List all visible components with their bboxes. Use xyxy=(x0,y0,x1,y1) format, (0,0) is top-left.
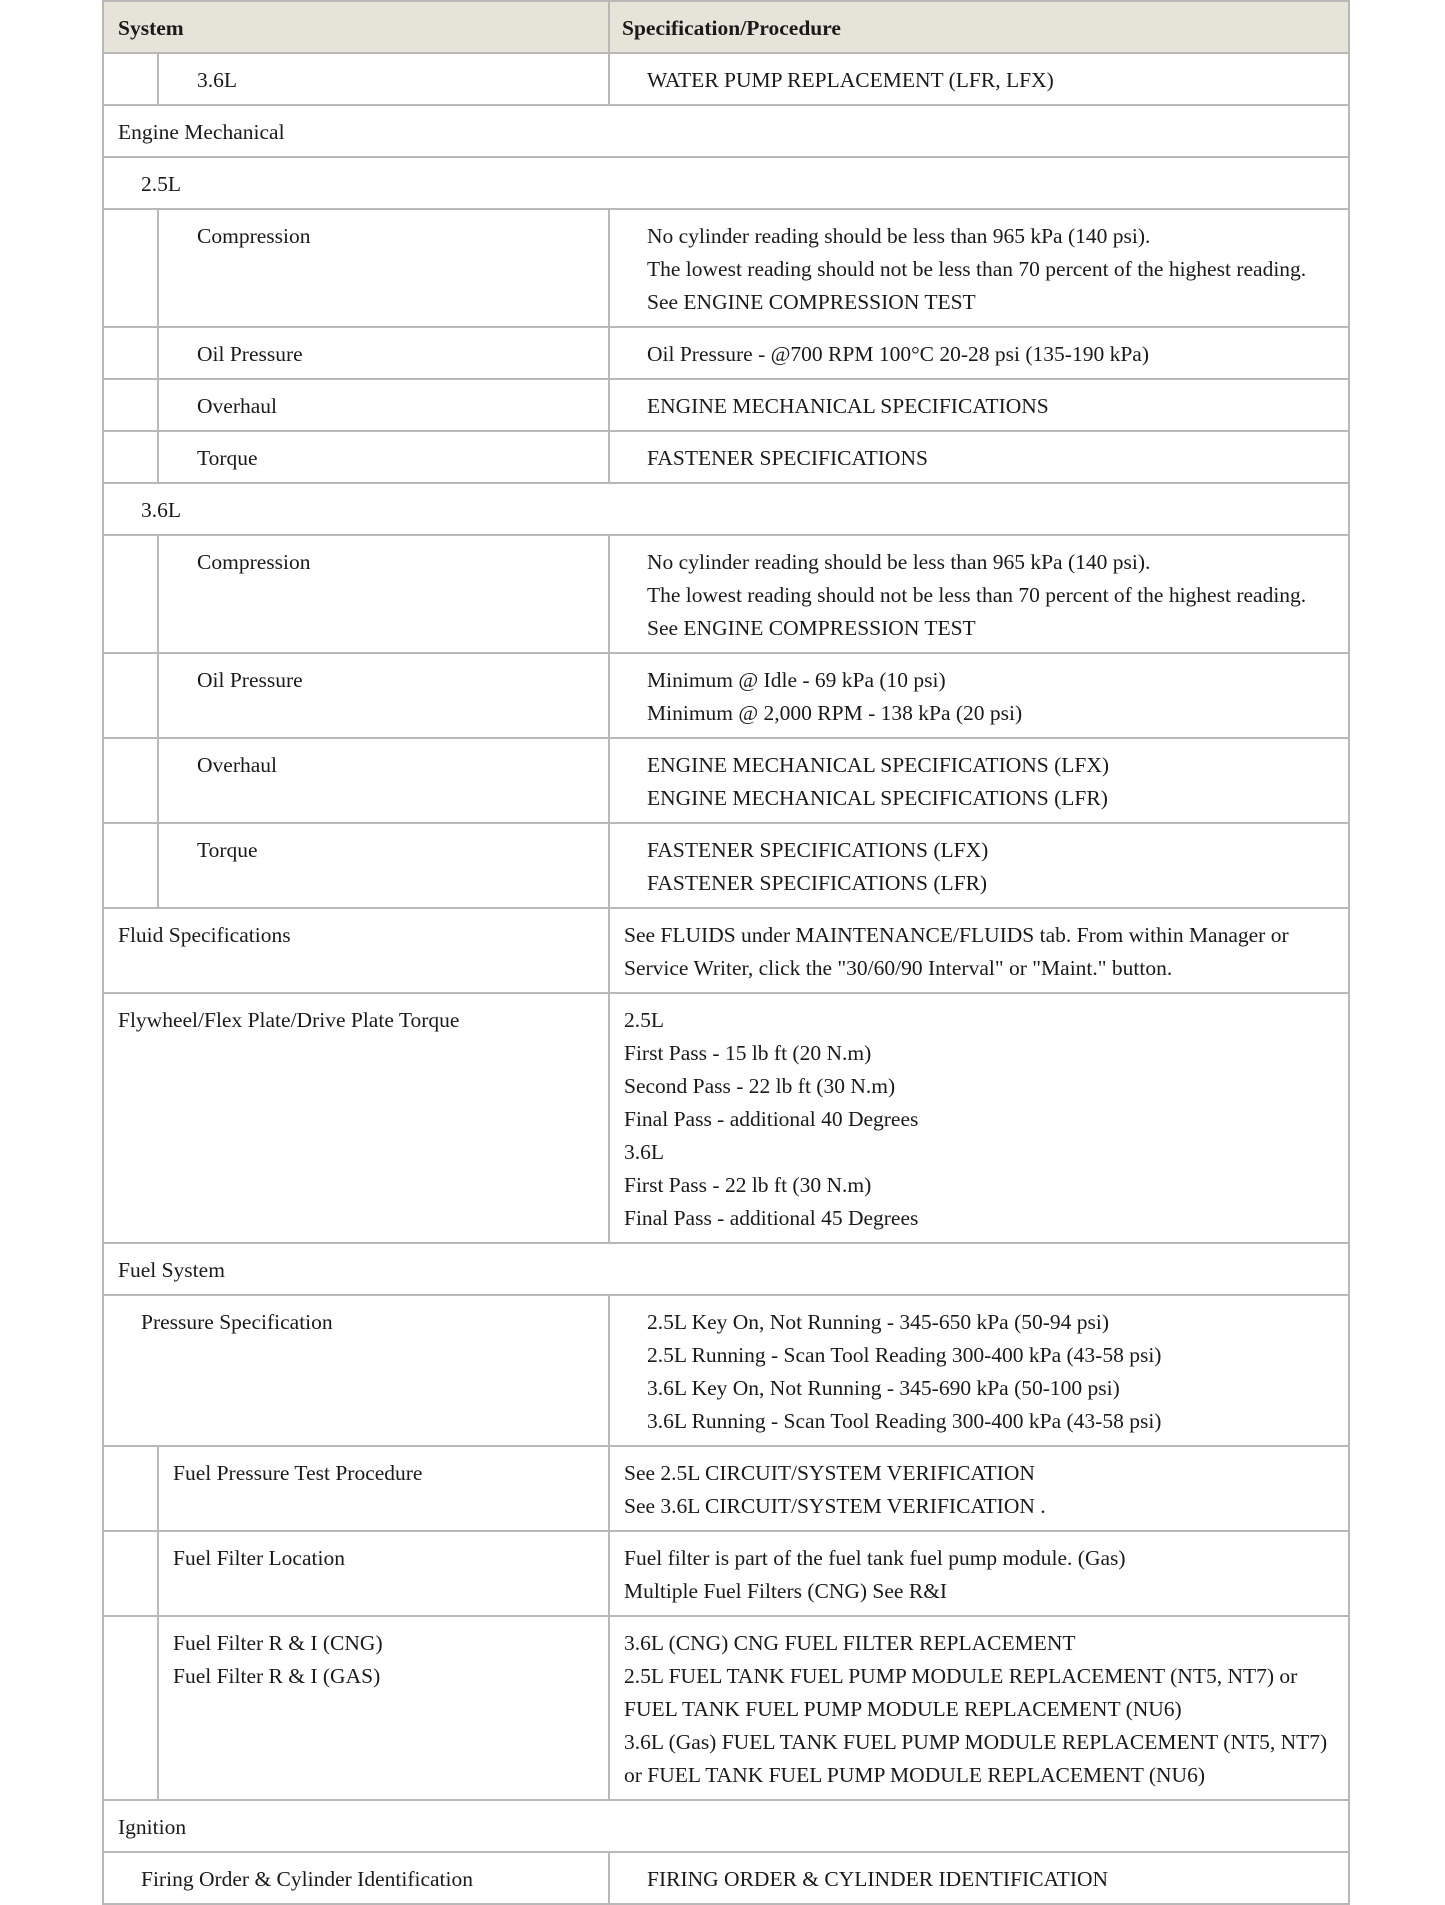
section-title: Fuel System xyxy=(103,1243,1349,1295)
table-row xyxy=(103,327,1349,379)
row-spec: No cylinder reading should be less than 965 kPa (140 psi). The lowest reading should not be less than 70 percent of the highest reading. See ENGINE COMPRESSION TEST xyxy=(609,535,1349,653)
table-row xyxy=(103,431,1349,483)
row-spec: FIRING ORDER & CYLINDER IDENTIFICATION xyxy=(609,1852,1349,1904)
row-label: Oil Pressure xyxy=(158,327,609,379)
column-header-system: System xyxy=(103,1,609,53)
row-spec: 2.5L Key On, Not Running - 345-650 kPa (50-94 psi) 2.5L Running - Scan Tool Reading 300-400 kPa (43-58 psi) 3.6L Key On, Not Running - 345-690 kPa (50-100 psi) 3.6L Running - Scan Tool Reading 300-400 kPa (43-58 psi) xyxy=(609,1295,1349,1446)
row-label: Torque xyxy=(158,431,609,483)
row-label: Compression xyxy=(158,535,609,653)
table-row xyxy=(103,53,1349,105)
row-spec: FASTENER SPECIFICATIONS xyxy=(609,431,1349,483)
section-row-engine-mechanical xyxy=(103,105,1349,157)
row-spec: 2.5L First Pass - 15 lb ft (20 N.m) Second Pass - 22 lb ft (30 N.m) Final Pass - additional 40 Degrees 3.6L First Pass - 22 lb ft (30 N.m) Final Pass - additional 45 Degrees xyxy=(609,993,1349,1243)
section-title: Ignition xyxy=(103,1800,1349,1852)
water-pump-label: 3.6L xyxy=(158,53,609,105)
table-row xyxy=(103,993,1349,1243)
table-row xyxy=(103,1531,1349,1616)
row-label: Fuel Filter Location xyxy=(158,1531,609,1616)
table-row xyxy=(103,653,1349,738)
section-title: Engine Mechanical xyxy=(103,105,1349,157)
group-row-2-5l xyxy=(103,157,1349,209)
row-spec: Minimum @ Idle - 69 kPa (10 psi) Minimum @ 2,000 RPM - 138 kPa (20 psi) xyxy=(609,653,1349,738)
row-label: Fluid Specifications xyxy=(103,908,609,993)
table-row xyxy=(103,1295,1349,1446)
row-spec: 3.6L (CNG) CNG FUEL FILTER REPLACEMENT 2.5L FUEL TANK FUEL PUMP MODULE REPLACEMENT (NT5, NT7) or FUEL TANK FUEL PUMP MODULE REPLACEMENT (NU6) 3.6L (Gas) FUEL TANK FUEL PUMP MODULE REPLACEMENT (NT5, NT7) or FUEL TANK FUEL PUMP MODULE REPLACEMENT (NU6) xyxy=(609,1616,1349,1800)
row-label: Flywheel/Flex Plate/Drive Plate Torque xyxy=(103,993,609,1243)
section-row-fuel-system xyxy=(103,1243,1349,1295)
group-row-3-6l xyxy=(103,483,1349,535)
table-header-row xyxy=(103,1,1349,53)
column-header-spec: Specification/Procedure xyxy=(609,1,1349,53)
water-pump-spec: WATER PUMP REPLACEMENT (LFR, LFX) xyxy=(609,53,1349,105)
row-label: Oil Pressure xyxy=(158,653,609,738)
table-row xyxy=(103,908,1349,993)
row-label: Torque xyxy=(158,823,609,908)
table-row xyxy=(103,1852,1349,1904)
row-label: Overhaul xyxy=(158,738,609,823)
row-spec: Oil Pressure - @700 RPM 100°C 20-28 psi (135-190 kPa) xyxy=(609,327,1349,379)
specification-table xyxy=(102,0,1350,1905)
row-label: Overhaul xyxy=(158,379,609,431)
table-row xyxy=(103,823,1349,908)
row-spec: See FLUIDS under MAINTENANCE/FLUIDS tab. From within Manager or Service Writer, click the "30/60/90 Interval" or "Maint." button. xyxy=(609,908,1349,993)
section-row-ignition xyxy=(103,1800,1349,1852)
row-spec: ENGINE MECHANICAL SPECIFICATIONS (LFX) ENGINE MECHANICAL SPECIFICATIONS (LFR) xyxy=(609,738,1349,823)
row-spec: No cylinder reading should be less than 965 kPa (140 psi). The lowest reading should not be less than 70 percent of the highest reading. See ENGINE COMPRESSION TEST xyxy=(609,209,1349,327)
table-row xyxy=(103,1446,1349,1531)
row-label: Firing Order & Cylinder Identification xyxy=(103,1852,609,1904)
group-title: 3.6L xyxy=(103,483,1349,535)
group-title: 2.5L xyxy=(103,157,1349,209)
table-row xyxy=(103,379,1349,431)
row-label: Compression xyxy=(158,209,609,327)
table-row xyxy=(103,1616,1349,1800)
row-spec: Fuel filter is part of the fuel tank fuel pump module. (Gas) Multiple Fuel Filters (CNG) See R&I xyxy=(609,1531,1349,1616)
table-row xyxy=(103,738,1349,823)
row-spec: ENGINE MECHANICAL SPECIFICATIONS xyxy=(609,379,1349,431)
row-label: Fuel Filter R & I (CNG) Fuel Filter R & I (GAS) xyxy=(158,1616,609,1800)
row-label: Fuel Pressure Test Procedure xyxy=(158,1446,609,1531)
row-spec: FASTENER SPECIFICATIONS (LFX) FASTENER SPECIFICATIONS (LFR) xyxy=(609,823,1349,908)
table-row xyxy=(103,535,1349,653)
row-spec: See 2.5L CIRCUIT/SYSTEM VERIFICATION See 3.6L CIRCUIT/SYSTEM VERIFICATION . xyxy=(609,1446,1349,1531)
table-row xyxy=(103,209,1349,327)
row-label: Pressure Specification xyxy=(103,1295,609,1446)
